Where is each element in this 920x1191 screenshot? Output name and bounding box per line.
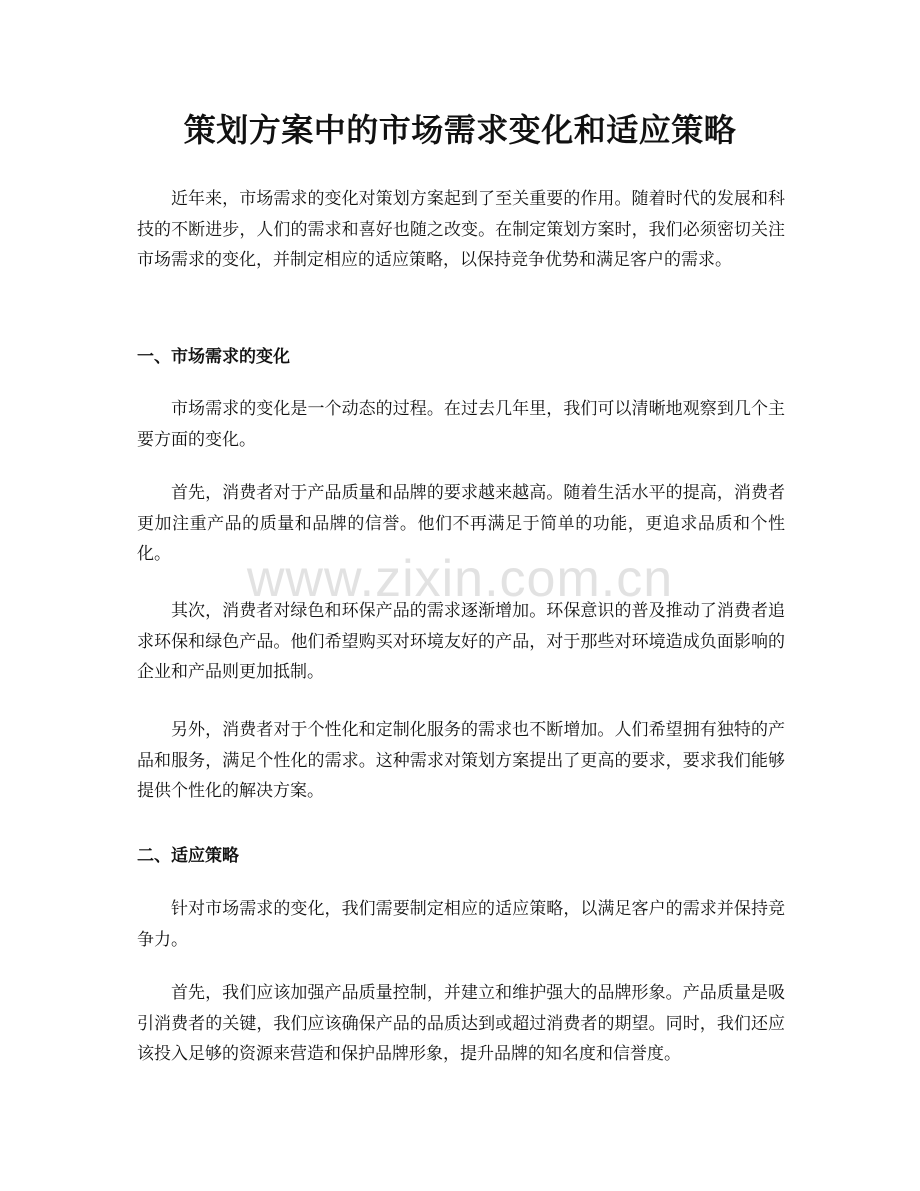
section1-heading: 一、市场需求的变化: [137, 347, 290, 367]
document-title: 策划方案中的市场需求变化和适应策略: [183, 111, 737, 149]
site-watermark: www.zixin.com.cn: [246, 550, 674, 608]
section2-paragraph-2: 首先，我们应该加强产品质量控制，并建立和维护强大的品牌形象。产品质量是吸引消费者的关键，我们应该确保产品的品质达到或超过消费者的期望。同时，我们还应该投入足够的资源来营造和保护品牌形象，提升品牌的知名度和信誉度。: [137, 983, 785, 1064]
section1-paragraph-4: 另外，消费者对于个性化和定制化服务的需求也不断增加。人们希望拥有独特的产品和服务，满足个性化的需求。这种需求对策划方案提出了更高的要求，要求我们能够提供个性化的解决方案。: [137, 720, 785, 801]
section1-paragraph-1: 市场需求的变化是一个动态的过程。在过去几年里，我们可以清晰地观察到几个主要方面的变化。: [137, 399, 785, 450]
intro-paragraph: 近年来，市场需求的变化对策划方案起到了至关重要的作用。随着时代的发展和科技的不断进步，人们的需求和喜好也随之改变。在制定策划方案时，我们必须密切关注市场需求的变化，并制定相应的适应策略，以保持竞争优势和满足客户的需求。: [137, 189, 785, 270]
section2-heading: 二、适应策略: [137, 846, 239, 866]
section1-paragraph-3: 其次，消费者对绿色和环保产品的需求逐渐增加。环保意识的普及推动了消费者追求环保和绿色产品。他们希望购买对环境友好的产品，对于那些对环境造成负面影响的企业和产品则更加抵制。: [137, 601, 785, 682]
section2-paragraph-1: 针对市场需求的变化，我们需要制定相应的适应策略，以满足客户的需求并保持竞争力。: [137, 899, 785, 950]
section1-paragraph-2: 首先，消费者对于产品质量和品牌的要求越来越高。随着生活水平的提高，消费者更加注重产品的质量和品牌的信誉。他们不再满足于简单的功能，更追求品质和个性化。: [137, 483, 785, 564]
